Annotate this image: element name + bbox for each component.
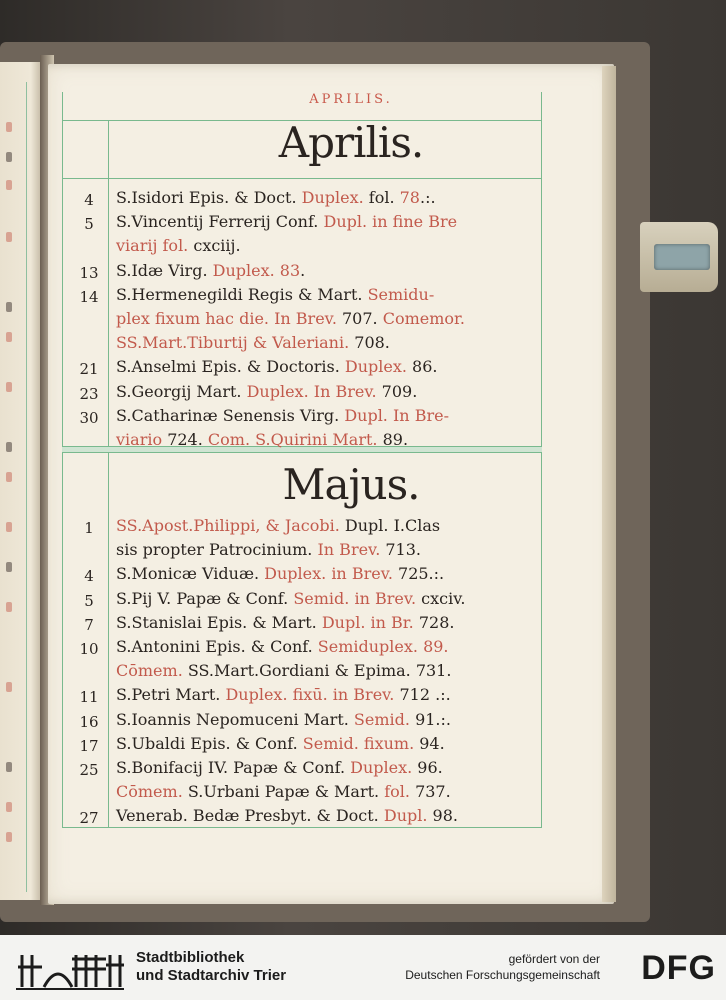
left-page-mark <box>6 152 12 162</box>
entry-text: S.Isidori Epis. & Doct. <box>116 188 302 207</box>
rubric-text: Duplex. <box>344 357 413 377</box>
rubric-text: SS.Apost.Philippi, & Jacobi. <box>116 516 345 535</box>
stadtbibliothek-logo-icon <box>14 947 126 991</box>
entry-day: 23 <box>79 384 99 403</box>
rubric-text: Dupl. In Bre- <box>344 405 449 425</box>
entry-day: 30 <box>79 408 99 427</box>
entry-text: S.Hermenegildi Regis & Mart. <box>116 284 368 304</box>
entry-text: 91.:. <box>415 709 451 729</box>
left-page-fragment <box>0 62 44 900</box>
entry-line <box>116 540 542 559</box>
entry-text: 725.:. <box>398 564 445 584</box>
entry-line <box>116 782 542 801</box>
entry-line <box>116 406 542 425</box>
rubric-text: Com. S.Quirini Mart. <box>207 429 383 449</box>
entry-line <box>116 516 542 535</box>
rubric-text: viarij fol. <box>116 236 194 256</box>
left-page-mark <box>6 522 12 532</box>
rubric-text: Dupl. in fine Bre <box>323 212 458 232</box>
page-edge <box>602 66 616 902</box>
entry-day: 1 <box>84 519 94 537</box>
entry-day: 11 <box>79 688 99 707</box>
entry-day: 27 <box>79 809 99 828</box>
entry-line <box>116 661 542 680</box>
month-title-aprilis: Aprilis. <box>278 118 424 167</box>
entry-text: 712 .:. <box>399 685 451 705</box>
entry-text: S.Idæ Virg. <box>116 260 213 280</box>
rubric-text: In Brev. <box>317 540 386 560</box>
rubric-text: Dupl. <box>383 806 433 826</box>
rubric-text: Duplex. in Brev. <box>264 564 399 584</box>
entry-text: 707. <box>341 308 383 328</box>
entry-line <box>116 382 542 401</box>
entry-line <box>116 236 542 255</box>
entry-text: S.Stanislai Epis. & Mart. <box>116 612 322 632</box>
entry-text: 86. <box>412 357 438 377</box>
month-title-majus: Majus. <box>282 460 420 509</box>
entry-line <box>116 212 542 231</box>
entry-text: . <box>300 260 306 280</box>
entry-text: 728. <box>418 612 455 632</box>
left-page-mark <box>6 382 12 392</box>
left-page-mark <box>6 472 12 482</box>
entry-text: S.Anselmi Epis. & Doctoris. <box>116 357 345 377</box>
entry-text: 89. <box>382 429 409 449</box>
entry-day: 14 <box>79 287 99 306</box>
rubric-text: Semiduplex. 89. <box>317 637 449 656</box>
entry-text: S.Catharinæ Senensis Virg. <box>116 405 345 425</box>
rubric-text: Comemor. <box>382 308 465 328</box>
entry-day: 13 <box>79 263 99 282</box>
entry-line <box>116 613 542 632</box>
left-page-mark <box>6 180 12 190</box>
rubric-text: Semid. fixum. <box>302 733 420 753</box>
rubric-text: Semid. in Brev. <box>293 588 422 608</box>
footer-bar <box>0 935 726 1000</box>
funding-line2: Deutschen Forschungsgemeinschaft <box>405 968 600 982</box>
entry-text: S.Antonini Epis. & Conf. <box>116 637 318 656</box>
ruled-frame <box>62 92 542 828</box>
entry-line <box>116 309 542 328</box>
library-name-line1: Stadtbibliothek <box>136 949 245 966</box>
left-page-mark <box>6 332 12 342</box>
entry-text: S.Pij V. Papæ & Conf. <box>116 588 294 608</box>
funding-note <box>405 951 600 983</box>
entry-day: 7 <box>84 615 94 634</box>
rubric-text: Duplex. <box>350 758 418 777</box>
left-page-rule <box>26 82 27 892</box>
entry-text: 709. <box>381 381 418 401</box>
left-page-mark <box>6 802 12 812</box>
library-name <box>136 949 286 985</box>
entry-text: S.Georgij Mart. <box>116 381 247 401</box>
metal-clasp <box>654 244 710 270</box>
entry-line <box>116 758 542 777</box>
frame-rule-left <box>62 92 63 828</box>
running-head: APRILIS. <box>309 92 393 107</box>
entry-day: 5 <box>84 215 94 234</box>
entry-text: Venerab. Bedæ Presbyt. & Doct. <box>116 806 384 826</box>
entry-day: 16 <box>79 712 99 731</box>
rubric-text: Dupl. in Br. <box>321 612 419 632</box>
entry-text: SS.Mart.Gordiani & Epima. 731. <box>187 661 452 681</box>
entry-line <box>116 285 542 304</box>
entry-day: 10 <box>79 640 99 658</box>
entry-text: Dupl. I.Clas <box>344 516 441 535</box>
left-page-mark <box>6 762 12 772</box>
left-page-mark <box>6 232 12 242</box>
entry-line <box>116 589 542 608</box>
rubric-text: SS.Mart.Tiburtij & Valeriani. <box>116 333 355 353</box>
entry-day: 17 <box>79 736 99 755</box>
entry-text: .:. <box>419 188 436 207</box>
entry-text: S.Ioannis Nepomuceni Mart. <box>116 709 354 729</box>
entry-line <box>116 806 542 825</box>
entry-text: S.Bonifacij IV. Papæ & Conf. <box>116 758 351 777</box>
entry-text: S.Petri Mart. <box>116 685 226 705</box>
entry-text: 94. <box>419 733 445 753</box>
entry-day: 4 <box>84 191 94 209</box>
left-page-mark <box>6 682 12 692</box>
rubric-text: Duplex. fixū. in Brev. <box>225 685 400 705</box>
left-page-mark <box>6 832 12 842</box>
entry-line <box>116 333 542 352</box>
rubric-text: Semidu- <box>367 284 435 304</box>
entry-line <box>116 564 542 583</box>
rubric-text: Cōmem. <box>116 661 188 681</box>
entry-text: 713. <box>385 540 421 560</box>
funding-line1: gefördert von der <box>508 952 600 966</box>
entry-text: 96. <box>417 758 443 777</box>
entry-text: 708. <box>354 333 390 353</box>
rubric-text: fol. <box>384 782 416 802</box>
frame-rule-under-title <box>62 178 542 179</box>
frame-rule-daycolumn <box>108 120 109 828</box>
library-name-line2: und Stadtarchiv Trier <box>136 967 287 984</box>
left-page-mark <box>6 442 12 452</box>
entry-line <box>116 710 542 729</box>
left-page-mark <box>6 302 12 312</box>
rubric-text: Duplex. 83 <box>212 260 301 280</box>
entry-line <box>116 685 542 704</box>
entry-line <box>116 261 542 280</box>
rubric-text: Cōmem. <box>116 782 188 802</box>
rubric-text: Duplex. <box>301 188 369 207</box>
entry-text: cxciij. <box>193 236 241 256</box>
entry-text: 724. <box>167 429 208 449</box>
left-page-mark <box>6 562 12 572</box>
entry-day: 21 <box>79 360 99 379</box>
entry-day: 5 <box>84 591 94 610</box>
rubric-text: 78 <box>399 188 420 207</box>
entry-text: cxciv. <box>421 588 466 608</box>
entry-line <box>116 357 542 376</box>
entry-line <box>116 188 542 207</box>
left-page-mark <box>6 122 12 132</box>
entry-day: 25 <box>79 761 99 779</box>
entry-text: S.Ubaldi Epis. & Conf. <box>116 733 303 753</box>
rubric-text: Semid. <box>353 709 416 729</box>
frame-rule-bottom <box>62 827 542 828</box>
entry-text: S.Urbani Papæ & Mart. <box>187 782 385 802</box>
rubric-text: Duplex. In Brev. <box>246 381 382 401</box>
entry-day: 4 <box>84 567 94 586</box>
entry-text: fol. <box>368 188 400 207</box>
entry-text: S.Vincentij Ferrerij Conf. <box>116 212 324 232</box>
entry-line <box>116 734 542 753</box>
rubric-text: plex fixum hac die. In Brev. <box>116 308 342 328</box>
entry-line <box>116 637 542 656</box>
entry-text: 737. <box>415 782 451 802</box>
entry-text: S.Monicæ Viduæ. <box>116 564 265 584</box>
left-page-mark <box>6 602 12 612</box>
dfg-logo: DFG <box>641 949 716 987</box>
entry-text: 98. <box>432 806 458 826</box>
entry-line <box>116 430 542 449</box>
rubric-text: viario <box>116 429 168 449</box>
entry-text: sis propter Patrocinium. <box>116 540 318 560</box>
